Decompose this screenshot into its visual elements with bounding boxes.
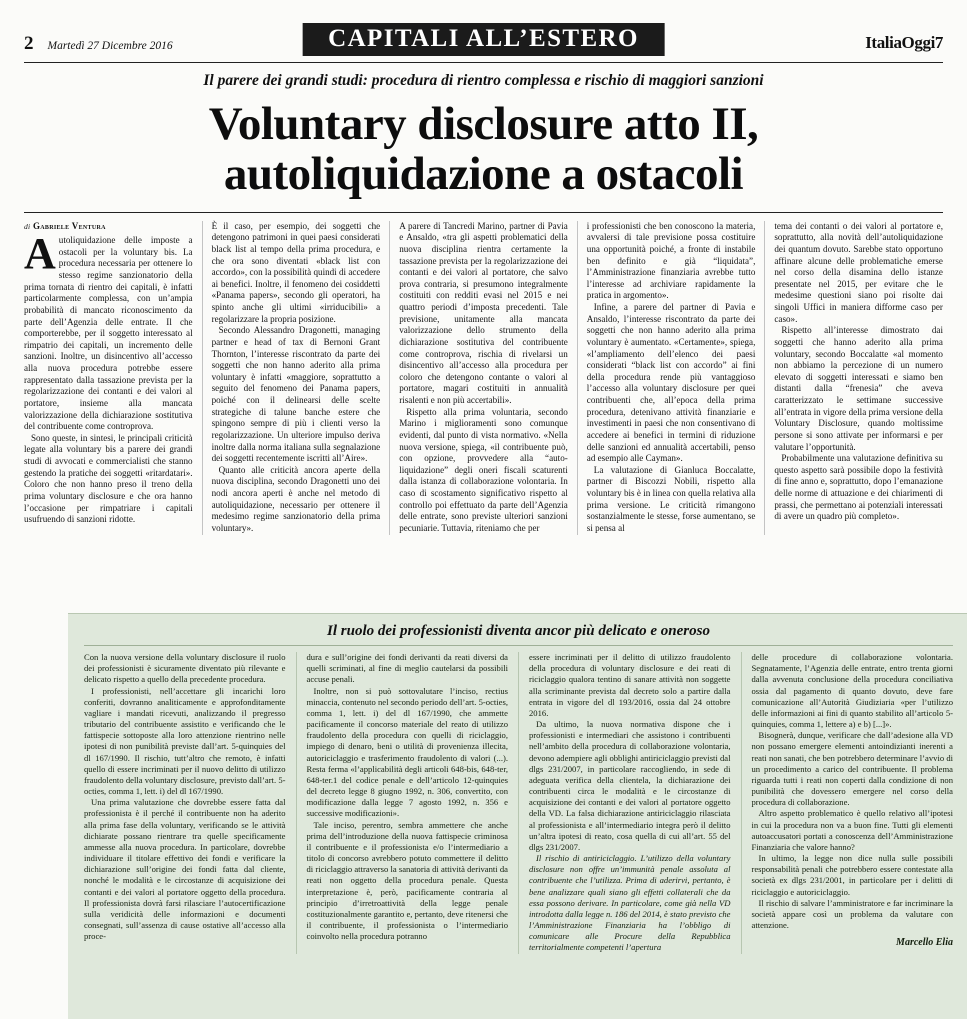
paragraph: Sono queste, in sintesi, le principali criticità legate alla voluntary bis a parere dei grandi studi di avvocati e commercialisti che stanno gestendo la pratiche dei soggetti «ritardatari». Coloro che non hanno preso il treno della prima voluntary disclosure e che ora hanno l’occasione per rimpatriare i capitali usufruendo di sanzioni ridotte. [24,432,193,525]
sidebar-signature: Marcello Elia [896,937,953,949]
sidebar-column-2 [297,652,520,954]
publication-brand: ItaliaOggi7 [865,33,943,52]
sidebar-box [68,613,967,1019]
byline-author: Gabriele Ventura [33,220,106,231]
masthead-rule [24,62,943,63]
kicker: Il parere dei grandi studi: procedura di rientro complessa e rischio di maggiori sanzioni [203,72,764,89]
article-column-3 [390,221,578,535]
issue-date: Martedì 27 Dicembre 2016 [47,40,173,52]
page-title [30,100,937,200]
article-column-5 [765,221,943,535]
headline-rule [24,212,943,213]
byline-prefix: di [24,221,31,231]
headline-line-2: autoliquidazione a ostacoli [223,147,744,200]
paragraph: Bisognerà, dunque, verificare che dall’adesione alla VD non possano emergere elementi antoindizianti inerenti a reati non sanati, che ben potrebbero determinare l’avvio di un procedimento a carico del contribuente. Il problema riguarda tutti i reati non coperti dalla condizione di non punibilità che dovessero emergere nel corso della procedura di collaborazione. [751,730,953,808]
sidebar-box-title: Il ruolo dei professionisti diventa ancor più delicato e oneroso [327,623,710,639]
paragraph: Rispetto alla prima voluntaria, secondo Marino i miglioramenti sono comunque evidenti, dal punto di vista normativo. «Nella nuova versione, spiega, «il contribuente può, con opzione, provvedere alla “auto-liquidazione” degli oneri fiscali scaturenti dalla istanza di collaborazione volontaria. In caso di scostamento significativo rispetto al controllo poi effettuato da parte dell’Agenzia delle entrate, sono previste ulteriori sanzioni pecuniarie. Tuttavia, riteniamo che per [399,406,568,533]
paragraph: Il rischio di antiriciclaggio. L’utilizzo della voluntary disclosure non offre un’immunità penale assoluta al contribuente che l’utilizza. Prima di aderirvi, pertanto, è bene analizzare quali siano gli effetti collaterali che da essa possono derivare. In particolare, come già nella VD introdotta dalla legge n. 186 del 2014, è stato previsto che l’Amministrazione Finanziaria ha l’obbligo di comunicare alle Procure della Repubblica territorialmente competenti l’apertura [529,853,731,953]
paragraph-text: utoliquidazione delle imposte a ostacoli per la voluntary bis. La procedura necessaria per ottenere lo stesso regime sanzionatorio della prima tornata di rientro dei capitali, è infatti particolarmente complessa, con un’ampia probabilità di mancato riconoscimento da parte dell’Agenzia delle entrate. Il che comporterebbe, per il soggetto interessato al rimpatrio dei capitali, un incremento delle sanzioni. Inoltre, un disincentivo all’accesso alla nuova procedura potrebbe essere rappresentato dalla tassazione prevista per la regolarizzazione dei contanti e dei valori al portatore, insieme alla mancata valorizzazione della dichiarazione sostitutiva del contribuente come controprova. [24,235,193,432]
drop-cap: A [24,229,56,279]
headline-line-1: Voluntary disclosure atto II, [208,98,759,150]
article-columns [24,221,943,535]
paragraph: essere incriminati per il delitto di utilizzo fraudolento della procedura di voluntary disclosure e dei reati di riciclaggio qualora tentino di sanare attività non soggette alla scriminante prevista dal decreto solo a partire dalla entrata in vigore del dl 193/2016, ossia dal 24 ottobre 2016. [529,652,731,718]
sidebar-column-1 [84,652,297,954]
paragraph: La valutazione di Gianluca Boccalatte, partner di Biscozzi Nobili, rispetto alla voluntary bis è in linea con quella relativa alla prima versione. Le criticità rimangono sostanzialmente le stesse, forse aumentano, se si pensa al [586,464,756,533]
paragraph: Una prima valutazione che dovrebbe essere fatta dal professionista è il perché il contribuente non ha aderito alla prima fase della voluntary, verificando se le attività dichiarate possano rientrare tra quelle specificamente ammesse alla nuova procedura. In particolare, dovrebbe individuare il titolare effettivo dei fondi e verificare la dichiarazione sull’origine dei fondi fatta dal cliente, nonché le modalità e le circostanze di acquisizione dei contanti e dei valori al portatore oggetto della procedura. Il professionista dovrà farsi rilasciare l’autocertificazione sulla veridicità delle informazioni e documenti consegnati, sull’assenza di cause ostative all’accesso alla proce- [84,797,286,942]
paragraph: i professionisti che ben conoscono la materia, avvalersi di tale previsione possa costituire una opportunità poiché, a fronte di instabile ben definito e già “liquidata”, l’Amministrazione finanziaria avrebbe tutto l’interesse ad archiviare rapidamente la pratica in argomento». [586,220,756,301]
sidebar-box-columns [84,652,953,954]
paragraph: Infine, a parere del partner di Pavia e Ansaldo, l’interesse riscontrato da parte dei soggetti che non hanno aderito alla prima voluntary è aumentato. «Certamente», spiega, «l’ampliamento dell’elenco dei paesi considerati “black list con accordo” ai fini della procedura rende più vantaggioso l’accesso alla voluntary disclosure per quei contribuenti che, all’epoca della prima procedura, detenivano attività finanziarie e investimenti in paesi che non consentivano di accedere ai benefici in termini di riduzione delle sanzioni ed annualità accertabili, penso ad esempio alle Cayman». [586,302,756,464]
masthead [24,22,943,56]
paragraph: Da ultimo, la nuova normativa dispone che i professionisti e intermediari che assistono i contribuenti nell’ambito della procedura di collaborazione volontaria, devono adempiere agli obblighi antiriciclaggio previsti dal dlgs 231/2007, in particolare raccogliendo, in sede di adeguata verifica della clientela, la dichiarazione dei contribuenti circa le modalità e le circostanze di acquisizione dei contanti e dei valori al portatore oggetto della VD. La falsa dichiarazione antiriciclaggio rilasciata al professionista e all’intermediario integra però il delitto un’altra ipotesi di reato, cosa quella di cui all’art. 55 del dlgs 231/2007. [529,719,731,852]
page-number: 2 [24,33,34,54]
article-column-2 [203,221,391,535]
paragraph: Con la nuova versione della voluntary disclosure il ruolo dei professionisti è sicuramente diventato più rilevante e delicato rispetto a quello della precedente procedura. [84,652,286,685]
paragraph: Il rischio di salvare l’amministratore e far incriminare la società appare così un problema da valutare con attenzione. [751,897,953,931]
sidebar-column-4 [742,652,954,954]
sidebar-box-rule [84,645,953,646]
paragraph: Quanto alle criticità ancora aperte della nuova disciplina, secondo Dragonetti uno dei nodi ancora aperti è anche nel metodo di autoliquidazione, necessario per ottenere il medesimo regime sanzionatorio della prima voluntary». [211,464,381,533]
paragraph: delle procedure di collaborazione volontaria. Segnatamente, l’Agenzia delle entrate, entro trenta giorni dalla avvenuta conclusione della procedura conciliativa ossia dal pagamento di quanto dovuto, deve fare comunicazione all’Autorità Giudiziaria «per l’utilizzo delle informazioni ai fini di quanto stabilito all’articolo 5-quinquies, comma 1, lettere a) e b) [...]». [751,652,953,730]
paragraph: Probabilmente una valutazione definitiva su questo aspetto sarà possibile dopo la festività di fine anno e, soprattutto, dopo l’emanazione delle norme di attuazione e dei chiarimenti di prassi, che permettano ai potenziali interessati di avere un quadro più completo». [774,453,943,522]
paragraph [24,229,193,433]
paragraph: Rispetto all’interesse dimostrato dai soggetti che hanno aderito alla prima voluntary, secondo Boccalatte «al momento non abbiamo la percezione di un numero elevato di soggetti interessati e siamo ben distanti dalla “frenesia” che aveva caratterizzato le settimane successive all’entrata in vigore della prima versione della Voluntary Disclosure, quando moltissime persone si sono attivate per informarsi e per valutare l’opportunità. [774,325,943,452]
paragraph: I professionisti, nell’accettare gli incarichi loro conferiti, dovranno analiticamente e approfonditamente vagliare i mandati ricevuti, analizzando il pregresso tributario del contribuente assistito e verificando che le fattispecie sottoposte alla loro attenzione rientrino nelle ipotesi di non punibilità previste dall’art. 5-quinquies del dl 167/1990. Il rischio, tutt’altro che remoto, è infatti quello di essere incriminati per il nuovo delitto di utilizzo fraudolento della voluntary disclosure, previsto dall’art. 5-octies, comma 1, lett. i) del dl 167/1990. [84,685,286,797]
article-column-1 [24,221,203,535]
paragraph: Inoltre, non si può sottovalutare l’inciso, rectius minaccia, contenuto nel secondo periodo dell’art. 5-octies, comma 1, lett. i) del dl 167/1990, che ammette pacificamente il concorso materiale del reato di utilizzo fraudolento della procedura con quelli di riciclaggio, impiego di denaro, beni o utilità di provenienza illecita, autoriciclaggio e trasferimento fraudolento di valori (...). Resta ferma «l’applicabilità degli articoli 648-bis, 648-ter, 648-ter.1 del codice penale e dell’articolo 12-quinquies del decreto legge 8 giugno 1992, n. 306, convertito, con modificazione dalla legge 7 agosto 1992, n. 356 e successive modificazioni». [306,685,508,819]
paragraph: Altro aspetto problematico è quello relativo all’ipotesi in cui la procedura non va a buon fine. Tutti gli elementi autoaccusatori portati a conoscenza dell’Amministrazione Finanziaria che valore hanno? [751,808,953,852]
article-column-4 [578,221,766,535]
paragraph: A parere di Tancredi Marino, partner di Pavia e Ansaldo, «tra gli aspetti problematici della nuova disciplina rientra certamente la tassazione prevista per la regolarizzazione dei contanti e dei valori al portatore, che salvo prova contraria, si presumono integralmente costituiti con redditi evasi nel 2015 e nei quattro periodi d’imposta precedenti. Tale previsione, unitamente alla mancata valorizzazione dello strumento della dichiarazione sostitutiva del contribuente come controprova, rischia di rivelarsi un disincentivo all’accesso alla procedura per coloro che detengono contante o valori al portatore, magari costituiti in annualità risalenti e non più accertabili». [399,220,568,405]
sidebar-column-3 [519,652,742,954]
paragraph: dura e sull’origine dei fondi derivanti da reati diversi da quelli scriminati, al fine di meglio cautelarsi da possibili accuse penali. [306,652,508,685]
paragraph: È il caso, per esempio, dei soggetti che detengono patrimoni in quei paesi considerati black list al tempo della prima procedura, e che ora sono diventati «black list con accordo», con la possibilità quindi di accedere ai benefici. Inoltre, il fenomeno dei cosiddetti «Panama papers», secondo gli operatori, ha spinto anche gli ultimi «irriducibili» a regolarizzare la propria posizione. [211,220,381,324]
section-banner: CAPITALI ALL’ESTERO [302,23,665,56]
paragraph: In ultimo, la legge non dice nulla sulle possibili responsabilità penali che potrebbero essere contestate alla società ex dlgs 231/2001, in particolare per i delitti di riciclaggio e autoriciclaggio. [751,853,953,897]
paragraph: Tale inciso, perentro, sembra ammettere che anche prima dell’introduzione della nuova fattispecie criminosa il contribuente e il professionista e/o l’intermediario a titolo di concorso avrebbero potuto commettere il delitto di riciclaggio attraverso la sanatoria di attività derivanti da reati non oggetto della procedura penale. Questa interpretazione è, però, pacificamente contraria al principio d’irretroattività della legge penale costituzionalmente garantito e, pertanto, deve ritenersi che il contribuente, il professionista o l’intermediario coinvolto nella procedura potranno [306,819,508,942]
byline [24,221,193,233]
paragraph: Secondo Alessandro Dragonetti, managing partner e head of tax di Bernoni Grant Thornton, l’interesse riscontrato da parte dei soggetti che non hanno aderito alla prima voluntary è infatti «maggiore, soprattutto a seguito del fenomeno dei Panama papers, poiché con il delinearsi delle scelte strategiche di talune banche estere che spingono sempre di più i clienti verso la regolarizzazione. Un ulteriore impulso deriva inoltre dalla norma italiana sulla segnalazione dei soggetti recentemente iscritti all’Aire». [211,325,381,464]
paragraph: tema dei contanti o dei valori al portatore e, soprattutto, alla novità dell’autoliquidazione dei quantum dovuto. Sarebbe stato opportuno affinare alcune delle problematiche emerse nel corso della disamina dello istanze presentate nel 2015, per evitare che le medesime questioni siano poi risolte dai singoli Uffici in maniera difforme caso per caso». [774,220,943,324]
